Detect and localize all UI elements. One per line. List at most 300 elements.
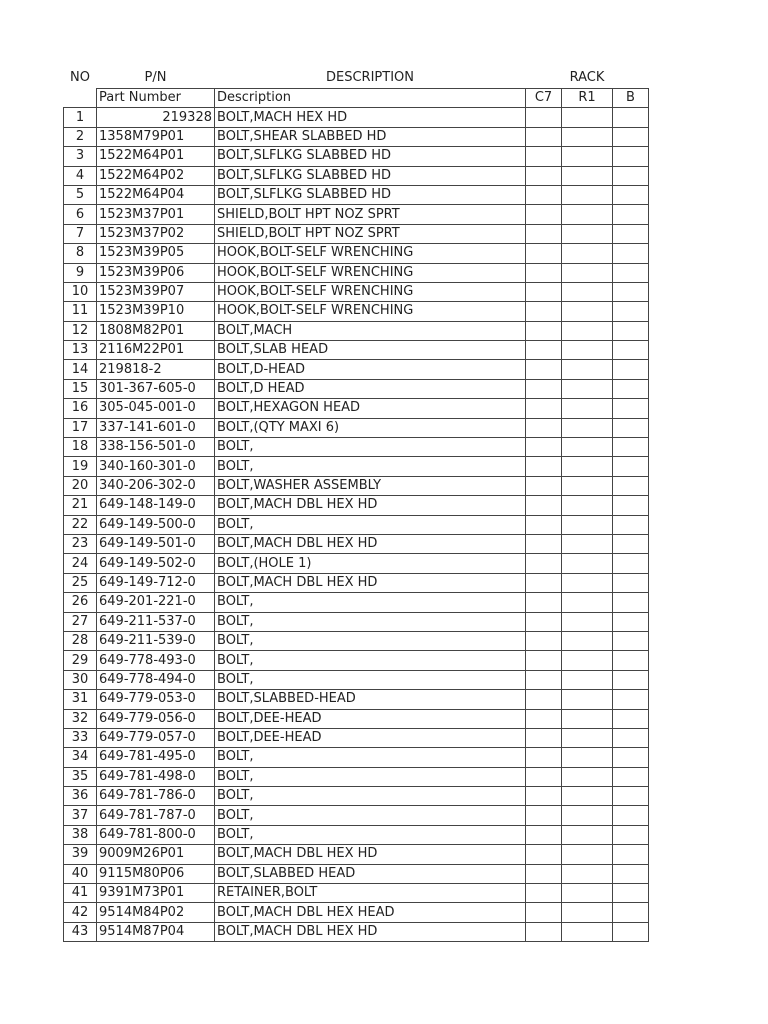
row-rack-c7 xyxy=(526,612,562,631)
row-rack-r1 xyxy=(562,476,613,495)
row-rack-b xyxy=(613,302,649,321)
row-rack-b xyxy=(613,205,649,224)
row-rack-r1 xyxy=(562,690,613,709)
row-rack-c7 xyxy=(526,457,562,476)
row-rack-r1 xyxy=(562,438,613,457)
row-part-number: 649-149-500-0 xyxy=(97,515,215,534)
header-row-sub xyxy=(64,89,649,108)
row-rack-b xyxy=(613,127,649,146)
row-part-number: 1523M37P02 xyxy=(97,224,215,243)
row-part-number: 649-779-057-0 xyxy=(97,728,215,747)
row-rack-b xyxy=(613,476,649,495)
row-no: 42 xyxy=(64,903,97,922)
row-rack-c7 xyxy=(526,534,562,553)
row-part-number: 649-781-786-0 xyxy=(97,787,215,806)
row-rack-c7 xyxy=(526,496,562,515)
row-rack-r1 xyxy=(562,922,613,941)
row-rack-b xyxy=(613,399,649,418)
row-rack-r1 xyxy=(562,806,613,825)
row-description: BOLT,DEE-HEAD xyxy=(215,728,526,747)
parts-sheet xyxy=(63,68,649,942)
row-part-number: 649-149-501-0 xyxy=(97,534,215,553)
row-rack-b xyxy=(613,185,649,204)
row-no: 11 xyxy=(64,302,97,321)
row-part-number: 649-778-493-0 xyxy=(97,651,215,670)
row-no: 39 xyxy=(64,845,97,864)
table-row xyxy=(64,476,649,495)
row-rack-c7 xyxy=(526,709,562,728)
row-part-number: 340-160-301-0 xyxy=(97,457,215,476)
row-rack-c7 xyxy=(526,748,562,767)
table-row xyxy=(64,554,649,573)
row-rack-b xyxy=(613,884,649,903)
row-rack-b xyxy=(613,903,649,922)
row-description: BOLT, xyxy=(215,438,526,457)
row-rack-b xyxy=(613,864,649,883)
row-rack-b xyxy=(613,515,649,534)
row-description: BOLT,(QTY MAXI 6) xyxy=(215,418,526,437)
row-description: BOLT,SLABBED HEAD xyxy=(215,864,526,883)
row-rack-c7 xyxy=(526,321,562,340)
row-no: 20 xyxy=(64,476,97,495)
row-description: BOLT,MACH DBL HEX HD xyxy=(215,845,526,864)
row-part-number: 649-211-537-0 xyxy=(97,612,215,631)
row-part-number: 649-148-149-0 xyxy=(97,496,215,515)
row-rack-c7 xyxy=(526,651,562,670)
table-row xyxy=(64,515,649,534)
row-rack-b xyxy=(613,418,649,437)
row-part-number: 219818-2 xyxy=(97,360,215,379)
row-rack-r1 xyxy=(562,282,613,301)
row-rack-c7 xyxy=(526,224,562,243)
row-description: BOLT, xyxy=(215,787,526,806)
row-no: 15 xyxy=(64,379,97,398)
row-rack-c7 xyxy=(526,515,562,534)
row-part-number: 338-156-501-0 xyxy=(97,438,215,457)
row-description: RETAINER,BOLT xyxy=(215,884,526,903)
row-description: BOLT,SLAB HEAD xyxy=(215,341,526,360)
row-description: BOLT, xyxy=(215,767,526,786)
row-rack-r1 xyxy=(562,845,613,864)
row-rack-c7 xyxy=(526,690,562,709)
row-no: 28 xyxy=(64,631,97,650)
row-part-number: 340-206-302-0 xyxy=(97,476,215,495)
row-no: 14 xyxy=(64,360,97,379)
row-rack-r1 xyxy=(562,554,613,573)
table-row xyxy=(64,690,649,709)
row-rack-c7 xyxy=(526,845,562,864)
row-rack-b xyxy=(613,108,649,127)
table-row xyxy=(64,185,649,204)
row-description: BOLT, xyxy=(215,670,526,689)
table-row xyxy=(64,709,649,728)
row-rack-r1 xyxy=(562,864,613,883)
row-description: BOLT,MACH DBL HEX HD xyxy=(215,573,526,592)
header-rack-c7: C7 xyxy=(526,89,562,108)
row-part-number: 9009M26P01 xyxy=(97,845,215,864)
row-description: BOLT,SHEAR SLABBED HD xyxy=(215,127,526,146)
row-rack-c7 xyxy=(526,399,562,418)
row-no: 8 xyxy=(64,244,97,263)
row-rack-r1 xyxy=(562,709,613,728)
row-rack-c7 xyxy=(526,767,562,786)
row-description: HOOK,BOLT-SELF WRENCHING xyxy=(215,302,526,321)
row-part-number: 1523M39P06 xyxy=(97,263,215,282)
row-part-number: 649-781-800-0 xyxy=(97,825,215,844)
row-no: 37 xyxy=(64,806,97,825)
row-rack-b xyxy=(613,593,649,612)
row-part-number: 305-045-001-0 xyxy=(97,399,215,418)
row-rack-r1 xyxy=(562,147,613,166)
row-rack-r1 xyxy=(562,341,613,360)
table-row xyxy=(64,864,649,883)
row-rack-b xyxy=(613,321,649,340)
row-no: 23 xyxy=(64,534,97,553)
row-rack-b xyxy=(613,748,649,767)
row-description: BOLT,DEE-HEAD xyxy=(215,709,526,728)
table-row xyxy=(64,922,649,941)
row-rack-c7 xyxy=(526,282,562,301)
table-row xyxy=(64,224,649,243)
table-row xyxy=(64,651,649,670)
header-description: DESCRIPTION xyxy=(326,70,414,85)
row-rack-c7 xyxy=(526,922,562,941)
row-description: BOLT,D-HEAD xyxy=(215,360,526,379)
row-part-number: 9514M84P02 xyxy=(97,903,215,922)
row-rack-b xyxy=(613,922,649,941)
row-rack-c7 xyxy=(526,418,562,437)
row-description: BOLT,D HEAD xyxy=(215,379,526,398)
row-rack-b xyxy=(613,438,649,457)
row-no: 18 xyxy=(64,438,97,457)
row-rack-r1 xyxy=(562,399,613,418)
row-rack-c7 xyxy=(526,108,562,127)
row-no: 26 xyxy=(64,593,97,612)
row-rack-b xyxy=(613,554,649,573)
row-part-number: 649-781-495-0 xyxy=(97,748,215,767)
row-no: 35 xyxy=(64,767,97,786)
row-description: BOLT, xyxy=(215,631,526,650)
row-rack-c7 xyxy=(526,147,562,166)
row-rack-b xyxy=(613,690,649,709)
row-no: 27 xyxy=(64,612,97,631)
row-rack-r1 xyxy=(562,573,613,592)
row-rack-r1 xyxy=(562,825,613,844)
row-rack-c7 xyxy=(526,185,562,204)
header-rack-b: B xyxy=(613,89,649,108)
table-row xyxy=(64,282,649,301)
table-row xyxy=(64,438,649,457)
row-rack-b xyxy=(613,166,649,185)
table-row xyxy=(64,612,649,631)
row-part-number: 1523M37P01 xyxy=(97,205,215,224)
row-part-number: 2116M22P01 xyxy=(97,341,215,360)
row-rack-r1 xyxy=(562,185,613,204)
row-rack-c7 xyxy=(526,864,562,883)
row-no: 6 xyxy=(64,205,97,224)
row-no: 43 xyxy=(64,922,97,941)
row-rack-b xyxy=(613,651,649,670)
row-rack-c7 xyxy=(526,341,562,360)
row-rack-r1 xyxy=(562,263,613,282)
row-rack-b xyxy=(613,806,649,825)
row-no: 24 xyxy=(64,554,97,573)
row-no: 10 xyxy=(64,282,97,301)
table-row xyxy=(64,845,649,864)
table-row xyxy=(64,496,649,515)
row-no: 9 xyxy=(64,263,97,282)
row-rack-b xyxy=(613,244,649,263)
table-row xyxy=(64,360,649,379)
row-part-number: 649-778-494-0 xyxy=(97,670,215,689)
row-part-number: 1523M39P10 xyxy=(97,302,215,321)
row-rack-b xyxy=(613,496,649,515)
row-rack-r1 xyxy=(562,651,613,670)
table-row xyxy=(64,457,649,476)
header-pn: P/N xyxy=(144,70,167,85)
row-no: 40 xyxy=(64,864,97,883)
table-row xyxy=(64,631,649,650)
row-part-number: 1523M39P07 xyxy=(97,282,215,301)
row-description: BOLT, xyxy=(215,825,526,844)
table-row xyxy=(64,127,649,146)
row-rack-r1 xyxy=(562,205,613,224)
row-description: BOLT, xyxy=(215,748,526,767)
row-rack-b xyxy=(613,534,649,553)
table-row xyxy=(64,806,649,825)
row-description: BOLT,SLFLKG SLABBED HD xyxy=(215,166,526,185)
row-no: 7 xyxy=(64,224,97,243)
row-rack-b xyxy=(613,612,649,631)
row-part-number: 9391M73P01 xyxy=(97,884,215,903)
row-rack-b xyxy=(613,709,649,728)
row-part-number: 649-781-498-0 xyxy=(97,767,215,786)
row-rack-b xyxy=(613,224,649,243)
row-no: 12 xyxy=(64,321,97,340)
row-no: 25 xyxy=(64,573,97,592)
row-rack-r1 xyxy=(562,418,613,437)
table-row xyxy=(64,244,649,263)
table-row xyxy=(64,399,649,418)
header-rack-r1: R1 xyxy=(562,89,613,108)
row-rack-c7 xyxy=(526,476,562,495)
row-no: 41 xyxy=(64,884,97,903)
row-rack-b xyxy=(613,457,649,476)
table-row xyxy=(64,418,649,437)
row-rack-c7 xyxy=(526,670,562,689)
row-description: BOLT,WASHER ASSEMBLY xyxy=(215,476,526,495)
row-no: 5 xyxy=(64,185,97,204)
row-rack-c7 xyxy=(526,806,562,825)
table-row xyxy=(64,321,649,340)
header-description-sub: Description xyxy=(215,89,526,108)
table-row xyxy=(64,147,649,166)
table-row xyxy=(64,205,649,224)
row-no: 3 xyxy=(64,147,97,166)
table-row xyxy=(64,534,649,553)
row-rack-c7 xyxy=(526,728,562,747)
row-rack-b xyxy=(613,767,649,786)
row-no: 34 xyxy=(64,748,97,767)
row-part-number: 1808M82P01 xyxy=(97,321,215,340)
row-part-number: 9115M80P06 xyxy=(97,864,215,883)
row-no: 16 xyxy=(64,399,97,418)
row-part-number: 649-201-221-0 xyxy=(97,593,215,612)
row-part-number: 1358M79P01 xyxy=(97,127,215,146)
row-description: BOLT,MACH DBL HEX HD xyxy=(215,496,526,515)
row-rack-c7 xyxy=(526,244,562,263)
row-no: 30 xyxy=(64,670,97,689)
row-no: 38 xyxy=(64,825,97,844)
row-no: 36 xyxy=(64,787,97,806)
row-part-number: 649-781-787-0 xyxy=(97,806,215,825)
row-rack-b xyxy=(613,670,649,689)
row-rack-r1 xyxy=(562,612,613,631)
row-part-number: 337-141-601-0 xyxy=(97,418,215,437)
header-no: NO xyxy=(70,70,90,86)
table-row xyxy=(64,263,649,282)
row-no: 31 xyxy=(64,690,97,709)
row-part-number: 649-779-053-0 xyxy=(97,690,215,709)
row-rack-r1 xyxy=(562,224,613,243)
row-part-number: 649-779-056-0 xyxy=(97,709,215,728)
row-rack-r1 xyxy=(562,767,613,786)
row-description: BOLT,MACH DBL HEX HD xyxy=(215,922,526,941)
row-rack-c7 xyxy=(526,573,562,592)
row-description: SHIELD,BOLT HPT NOZ SPRT xyxy=(215,205,526,224)
row-rack-r1 xyxy=(562,884,613,903)
row-description: BOLT, xyxy=(215,515,526,534)
row-rack-r1 xyxy=(562,321,613,340)
table-row xyxy=(64,787,649,806)
row-rack-b xyxy=(613,379,649,398)
table-body xyxy=(64,108,649,942)
row-rack-r1 xyxy=(562,302,613,321)
row-description: BOLT, xyxy=(215,651,526,670)
row-part-number: 9514M87P04 xyxy=(97,922,215,941)
header-row-top xyxy=(64,68,649,89)
row-no: 2 xyxy=(64,127,97,146)
row-rack-c7 xyxy=(526,787,562,806)
row-description: SHIELD,BOLT HPT NOZ SPRT xyxy=(215,224,526,243)
row-rack-r1 xyxy=(562,515,613,534)
row-rack-r1 xyxy=(562,534,613,553)
row-part-number: 1522M64P01 xyxy=(97,147,215,166)
table-row xyxy=(64,302,649,321)
row-description: BOLT,MACH HEX HD xyxy=(215,108,526,127)
row-rack-r1 xyxy=(562,593,613,612)
row-rack-b xyxy=(613,825,649,844)
row-part-number: 301-367-605-0 xyxy=(97,379,215,398)
row-rack-b xyxy=(613,341,649,360)
row-description: BOLT,MACH DBL HEX HEAD xyxy=(215,903,526,922)
row-no: 22 xyxy=(64,515,97,534)
row-description: HOOK,BOLT-SELF WRENCHING xyxy=(215,282,526,301)
row-description: BOLT, xyxy=(215,612,526,631)
row-description: BOLT,HEXAGON HEAD xyxy=(215,399,526,418)
row-rack-c7 xyxy=(526,166,562,185)
parts-table xyxy=(63,68,649,942)
row-rack-b xyxy=(613,263,649,282)
row-rack-c7 xyxy=(526,554,562,573)
row-description: BOLT,SLFLKG SLABBED HD xyxy=(215,185,526,204)
row-rack-r1 xyxy=(562,360,613,379)
row-description: BOLT,MACH DBL HEX HD xyxy=(215,534,526,553)
row-rack-r1 xyxy=(562,728,613,747)
row-rack-r1 xyxy=(562,903,613,922)
row-no: 32 xyxy=(64,709,97,728)
row-rack-c7 xyxy=(526,438,562,457)
row-no: 1 xyxy=(64,108,97,127)
table-row xyxy=(64,379,649,398)
row-rack-b xyxy=(613,728,649,747)
row-rack-r1 xyxy=(562,166,613,185)
row-no: 33 xyxy=(64,728,97,747)
row-description: BOLT,SLABBED-HEAD xyxy=(215,690,526,709)
table-row xyxy=(64,573,649,592)
row-part-number: 649-149-502-0 xyxy=(97,554,215,573)
row-rack-c7 xyxy=(526,884,562,903)
row-rack-b xyxy=(613,282,649,301)
row-description: BOLT,(HOLE 1) xyxy=(215,554,526,573)
row-rack-r1 xyxy=(562,127,613,146)
row-description: BOLT, xyxy=(215,593,526,612)
row-rack-r1 xyxy=(562,670,613,689)
row-rack-b xyxy=(613,631,649,650)
table-row xyxy=(64,593,649,612)
table-row xyxy=(64,728,649,747)
row-rack-r1 xyxy=(562,748,613,767)
row-part-number: 649-149-712-0 xyxy=(97,573,215,592)
table-row xyxy=(64,108,649,127)
header-part-number: Part Number xyxy=(97,89,215,108)
row-rack-r1 xyxy=(562,244,613,263)
row-rack-c7 xyxy=(526,825,562,844)
row-rack-b xyxy=(613,787,649,806)
row-rack-c7 xyxy=(526,205,562,224)
header-no-blank xyxy=(64,89,97,108)
row-rack-b xyxy=(613,147,649,166)
row-no: 17 xyxy=(64,418,97,437)
row-description: HOOK,BOLT-SELF WRENCHING xyxy=(215,263,526,282)
row-rack-c7 xyxy=(526,379,562,398)
table-row xyxy=(64,884,649,903)
row-rack-b xyxy=(613,573,649,592)
row-rack-c7 xyxy=(526,360,562,379)
row-description: BOLT,SLFLKG SLABBED HD xyxy=(215,147,526,166)
table-row xyxy=(64,767,649,786)
table-row xyxy=(64,825,649,844)
row-rack-c7 xyxy=(526,903,562,922)
row-rack-c7 xyxy=(526,127,562,146)
row-rack-b xyxy=(613,360,649,379)
row-no: 29 xyxy=(64,651,97,670)
row-description: BOLT, xyxy=(215,806,526,825)
row-part-number: 219328 xyxy=(97,108,215,127)
row-rack-b xyxy=(613,845,649,864)
table-row xyxy=(64,903,649,922)
table-row xyxy=(64,748,649,767)
row-part-number: 1523M39P05 xyxy=(97,244,215,263)
row-rack-c7 xyxy=(526,263,562,282)
row-rack-r1 xyxy=(562,457,613,476)
row-description: BOLT,MACH xyxy=(215,321,526,340)
table-row xyxy=(64,341,649,360)
row-no: 13 xyxy=(64,341,97,360)
row-rack-r1 xyxy=(562,496,613,515)
table-row xyxy=(64,166,649,185)
row-description: HOOK,BOLT-SELF WRENCHING xyxy=(215,244,526,263)
